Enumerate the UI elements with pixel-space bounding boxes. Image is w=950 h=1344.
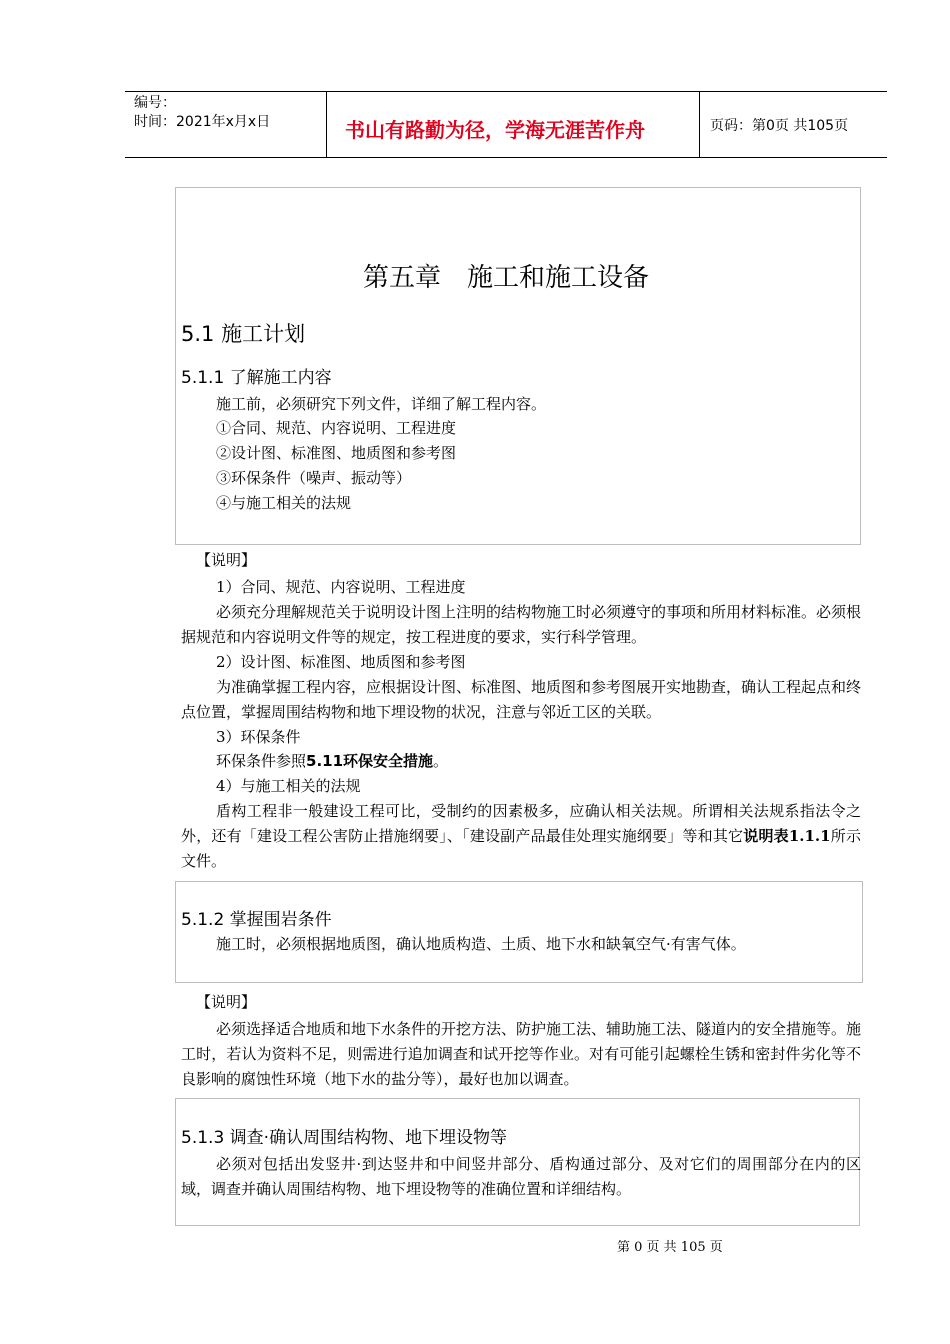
header-divider-left (326, 91, 327, 158)
header-page-label: 页码：第0页 共105页 (710, 118, 849, 134)
note1-item4-body: 盾构工程非一般建设工程可比，受制约的因素极多，应确认相关法规。所谓相关法规系指法令之外，还有「建设工程公害防止措施纲要」、「建设副产品最佳处理实施纲要」等和其它说明表1.1.1所示文件。 (181, 802, 861, 870)
section-5-1-3-heading: 5.1.3 调查·确认周围结构物、地下埋设物等 (181, 1128, 508, 1148)
note2-label: 【说明】 (196, 993, 257, 1011)
chapter-title: 第五章 施工和施工设备 (363, 263, 650, 293)
note2-body: 必须选择适合地质和地下水条件的开挖方法、防护施工法、辅助施工法、隧道内的安全措施等。施工时，若认为资料不足，则需进行追加调查和试开挖等作业。对有可能引起螺栓生锈和密封件劣化等不良影响的腐蚀性环境（地下水的盐分等），最好也加以调查。 (181, 1020, 862, 1088)
note1-item3-body: 环保条件参照5.11环保安全措施。 (216, 752, 449, 770)
note1-item1-title: 1）合同、规范、内容说明、工程进度 (216, 578, 466, 596)
note1-item2-title: 2）设计图、标准图、地质图和参考图 (216, 653, 466, 671)
s511-item-4: ④与施工相关的法规 (216, 494, 352, 512)
note1-label: 【说明】 (196, 551, 257, 569)
header-divider-right (699, 91, 700, 158)
s511-intro: 施工前，必须研究下列文件，详细了解工程内容。 (216, 395, 547, 413)
page-footer: 第 0 页 共 105 页 (617, 1240, 723, 1255)
s511-item-3: ③环保条件（噪声、振动等） (216, 469, 412, 487)
note1-item3-title: 3）环保条件 (216, 728, 301, 746)
s512-body: 施工时，必须根据地质图，确认地质构造、土质、地下水和缺氧空气·有害气体。 (216, 935, 746, 953)
note1-ref-5-11: 5.11环保安全措施 (306, 752, 434, 770)
note1-item2-body: 为准确掌握工程内容，应根据设计图、标准图、地质图和参考图展开实地勘查，确认工程起点和终点位置，掌握周围结构物和地下埋设物的状况，注意与邻近工区的关联。 (181, 678, 862, 721)
section-5-1-heading: 5.1 施工计划 (181, 322, 306, 346)
note1-item1-body: 必须充分理解规范关于说明设计图上注明的结构物施工时必须遵守的事项和所用材料标准。必须根据规范和内容说明文件等的规定，按工程进度的要求，实行科学管理。 (181, 603, 862, 646)
header-number-label: 编号： (134, 95, 176, 111)
section-5-1-1-heading: 5.1.1 了解施工内容 (181, 368, 332, 388)
note1-ref-table: 说明表1.1.1 (743, 827, 831, 845)
s511-item-2: ②设计图、标准图、地质图和参考图 (216, 444, 457, 462)
header-top-rule (125, 91, 887, 92)
section-5-1-2-heading: 5.1.2 掌握围岩条件 (181, 910, 332, 930)
s511-item-1: ①合同、规范、内容说明、工程进度 (216, 419, 457, 437)
header-motto: 书山有路勤为径，学海无涯苦作舟 (345, 118, 645, 142)
note1-item4-title: 4）与施工相关的法规 (216, 777, 361, 795)
header-time-label: 时间：2021年x月x日 (134, 114, 271, 130)
header-bottom-rule (125, 157, 887, 158)
s513-body: 必须对包括出发竖井·到达竖井和中间竖井部分、盾构通过部分、及对它们的周围部分在内的区域，调查并确认周围结构物、地下埋设物等的准确位置和详细结构。 (181, 1155, 861, 1198)
